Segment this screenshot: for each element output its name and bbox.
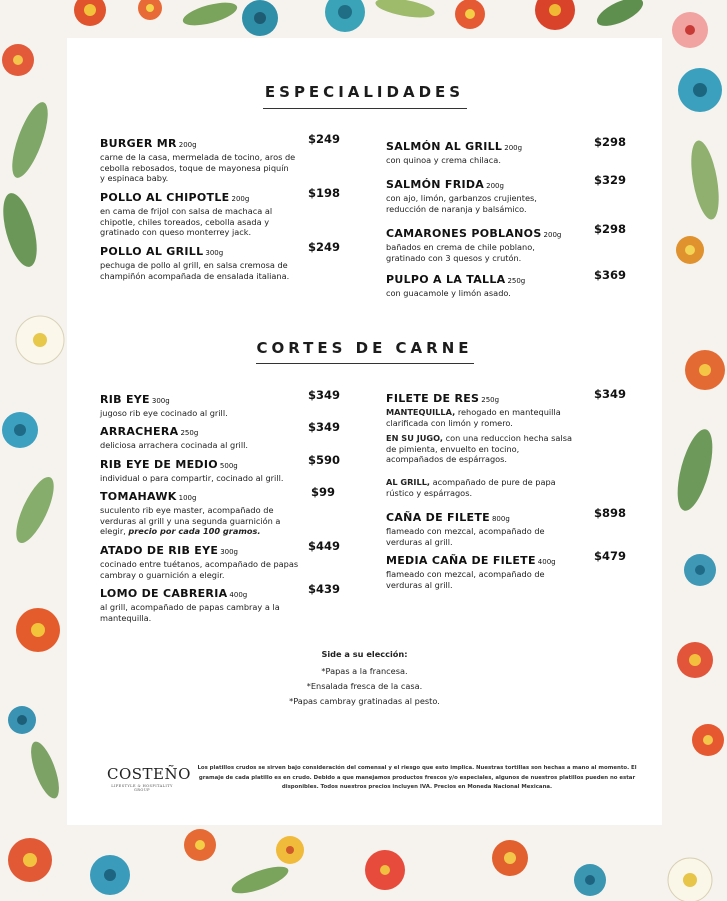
menu-item [386,432,622,465]
leaf-icon [671,426,720,514]
item-description: bañados en crema de chile poblano, gratinado con 3 quesos y crutón. [386,242,535,263]
section-rule [263,108,467,109]
item-description: individual o para compartir, cocinado al grill. [100,473,284,483]
leaf-icon [5,98,55,181]
item-weight: 400g [537,558,556,566]
item-price: $198 [308,186,341,200]
menu-item [386,173,622,214]
item-price: $369 [594,268,627,282]
flower-icon [678,68,722,112]
item-weight: 200g [543,231,562,239]
item-description: al grill, acompañado de papas cambray a la mantequilla. [100,602,280,623]
logo-tagline: LIFESTYLE & HOSPITALITY GROUP [111,784,173,792]
item-description [386,407,582,428]
item-description: flameado con mezcal, acompañado de verduras al grill. [386,526,545,547]
item-description-lead: EN SU JUGO, [386,433,443,443]
side-option: *Papas a la francesa. [321,666,408,676]
side-option: *Ensalada fresca de la casa. [306,681,423,691]
item-name: ATADO DE RIB EYE [100,544,219,557]
flower-icon [2,412,38,448]
flower-icon [492,840,528,876]
flower-icon [684,554,716,586]
menu-page [67,38,662,825]
menu-item [386,135,622,166]
leaf-icon [593,0,647,32]
item-name: POLLO AL GRILL [100,245,204,258]
item-price: $298 [594,135,627,149]
item-price: $439 [308,582,341,596]
section-title-cortes: CORTES DE CARNE [256,339,473,357]
item-name: TOMAHAWK [100,490,177,503]
menu-item [386,222,622,263]
flower-icon [184,829,216,861]
leaf-icon [9,472,61,547]
item-weight: 200g [231,195,250,203]
menu-item [100,240,336,281]
item-description: jugoso rib eye cocinado al grill. [100,408,228,418]
section-title-especialidades: ESPECIALIDADES [264,83,465,101]
menu-item [100,186,336,238]
item-weight: 250g [180,429,199,437]
item-name: RIB EYE DE MEDIO [100,458,218,471]
leaf-icon [374,0,436,21]
flower-icon [672,12,708,48]
item-name: ARRACHERA [100,425,179,438]
item-weight: 800g [491,515,510,523]
item-weight: 300g [151,397,170,405]
menu-item [386,506,622,547]
menu-item [100,453,336,484]
item-name: RIB EYE [100,393,150,406]
item-price: $99 [311,485,336,499]
item-name: SALMÓN AL GRILL [386,140,503,153]
item-description: con ajo, limón, garbanzos crujientes, reducción de naranja y balsámico. [386,193,537,214]
menu-item [386,268,622,299]
menu-item [100,388,336,419]
flower-icon [365,850,405,890]
section-rule [256,363,474,364]
item-price: $329 [594,173,627,187]
item-description-lead: AL GRILL, [386,477,431,487]
flower-icon [276,836,304,864]
item-name: CAMARONES POBLANOS [386,227,542,240]
item-description [386,477,576,498]
item-weight: 250g [481,396,500,404]
menu-item [100,582,336,623]
item-price: $349 [308,388,341,402]
flower-icon [16,316,64,364]
flower-icon [138,0,162,20]
item-name: LOMO DE CABRERIA [100,587,228,600]
item-weight: 300g [205,249,224,257]
flower-icon [574,864,606,896]
item-weight: 100g [178,494,197,502]
item-description: con quinoa y crema chilaca. [386,155,501,165]
item-weight: 200g [486,182,504,190]
flower-icon [535,0,575,30]
flower-icon [676,236,704,264]
item-description: cocinado entre tuétanos, acompañado de papas cambray o guarnición a elegir. [100,559,299,580]
menu-item [100,539,336,580]
flower-icon [692,724,724,756]
item-description-lead: MANTEQUILLA, [386,407,456,417]
item-weight: 250g [507,277,526,285]
item-weight: 300g [220,548,238,556]
item-description: carne de la casa, mermelada de tocino, aros de cebolla rebosados, toque de mayonesa piquín y espinaca baby. [100,152,296,183]
item-price: $898 [594,506,627,520]
item-name: MEDIA CAÑA DE FILETE [386,554,536,567]
flower-icon [8,706,36,734]
flower-icon [685,350,725,390]
leaf-icon [686,139,724,222]
item-price: $298 [594,222,627,236]
sides-section [67,647,662,709]
leaf-icon [229,861,292,898]
item-price: $449 [308,539,341,553]
item-description-text: acompañado de pure de papa rústico y espárragos. [386,477,556,498]
flower-icon [90,855,130,895]
item-description: pechuga de pollo al grill, en salsa cremosa de champiñón acompañada de ensalada italiana. [100,260,290,281]
item-name: POLLO AL CHIPOTLE [100,191,230,204]
menu-item [386,387,622,428]
leaf-icon [25,738,64,801]
item-description [386,433,576,465]
item-description: con guacamole y limón asado. [386,288,511,298]
item-weight: 200g [504,144,523,152]
menu-item [100,485,336,537]
item-description-text: rehogado en mantequilla clarificada con limón y romero. [386,407,561,428]
item-name: SALMÓN FRIDA [386,178,485,191]
flower-icon [16,608,60,652]
sides-title: Side a su elección: [321,649,408,659]
item-name: PULPO A LA TALLA [386,273,506,286]
item-name: FILETE DE RES [386,392,480,405]
menu-item [100,420,336,451]
item-name: BURGER MR [100,137,177,150]
menu-item [100,132,336,184]
flower-icon [74,0,106,26]
side-option: *Papas cambray gratinadas al pesto. [289,696,440,706]
item-description [100,505,300,537]
item-weight: 200g [178,141,197,149]
flower-icon [2,44,34,76]
menu-item [386,476,622,498]
item-price: $249 [308,240,341,254]
costeno-logo [107,765,191,792]
menu-item [386,549,622,590]
logo-wordmark: COSTEÑO [107,765,191,783]
item-description-text: suculento rib eye master, acompañado de verduras al grill y una segunda guarnición a elegir, [100,505,281,536]
flower-icon [8,838,52,882]
flower-icon [242,0,278,36]
flower-icon [677,642,713,678]
item-description: en cama de frijol con salsa de machaca al chipotle, chiles toreados, cebolla asada y gratinado con queso monterrey jack. [100,206,273,237]
item-description: flameado con mezcal, acompañado de verduras al grill. [386,569,545,590]
item-description-text: con una reduccion hecha salsa de pimienta, envuelto en tocino, acompañados de espárragos. [386,433,572,464]
item-name: CAÑA DE FILETE [386,511,490,524]
flower-icon [455,0,485,29]
item-price: $349 [594,387,627,401]
disclaimer-text: Los platillos crudos se sirven bajo consideración del comensal y el riesgo que esto implica. Nuestras tortillas son hechas a mano al momento. El gramaje de cada platillo es en crudo. Debido a que manejamos productos frescos y/o especiales, algunos de nuestros platillos pueden no estar disponibles. Todos nuestros precios incluyen IVA. Precios en Moneda Nacional Mexicana. [197,765,637,790]
leaf-icon [0,190,43,271]
item-price: $479 [594,549,627,563]
item-description: deliciosa arrachera cocinada al grill. [100,440,248,450]
item-weight: 400g [229,591,248,599]
item-description-emphasis: precio por cada 100 gramos. [128,526,261,536]
item-price: $590 [308,453,341,467]
flower-icon [325,0,365,32]
item-price: $249 [308,132,341,146]
item-weight: 500g [219,462,238,470]
flower-icon [668,858,712,901]
item-price: $349 [308,420,341,434]
leaf-icon [181,0,240,30]
